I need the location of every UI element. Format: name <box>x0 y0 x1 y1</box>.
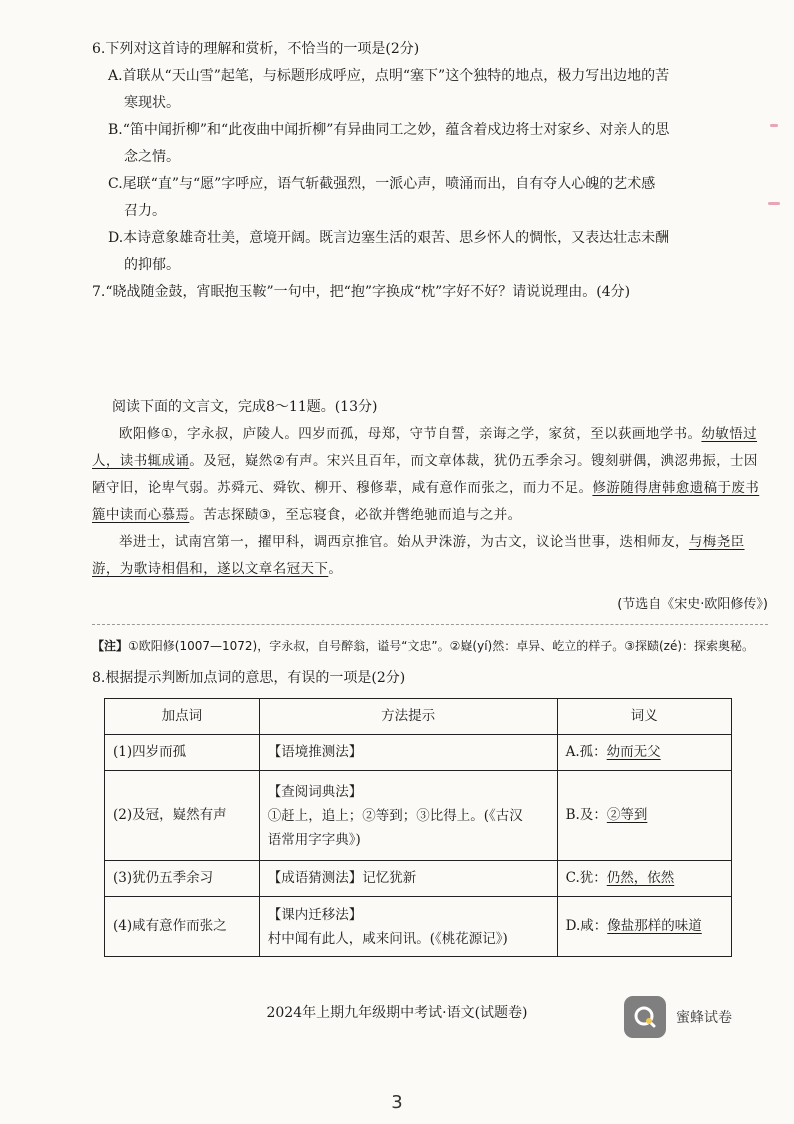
underlined-sentence: 幼敏悟过人，读书辄成诵 <box>92 426 758 469</box>
cell-meaning <box>557 861 731 897</box>
method-label: 【课内迁移法】 <box>267 906 363 923</box>
header-meaning: 词义 <box>557 699 731 735</box>
question-7-title: 7.“晓战随金鼓，宵眠抱玉鞍”一句中，把“抱”字换成“枕”字好不好？请说说理由。(4分) <box>92 284 631 300</box>
page-number: 3 <box>391 1092 403 1113</box>
method-label: 【查阅词典法】 <box>267 783 363 800</box>
cell-meaning <box>557 897 731 957</box>
passage-text: 举进士，试南宫第一，擢甲科，调西京推官。始从尹洙游，为古文，议论当世事，迭相师友， <box>119 534 689 550</box>
table-header-row <box>105 699 732 735</box>
meaning-text: 仍然，依然 <box>606 870 675 886</box>
passage-text: 欧阳修①，字永叔，庐陵人。四岁而孤，母郑，守节自誓，亲诲之学，家贫，至以荻画地学书。 <box>119 426 702 442</box>
cell-method <box>259 735 557 771</box>
annotation-note <box>92 635 768 657</box>
option-line: D.本诗意象雄奇壮美，意境开阔。既言边塞生活的艰苦、思乡怀人的惆怅，又表达壮志未酬 <box>108 230 670 246</box>
meaning-text: 像盐那样的味道 <box>607 918 702 934</box>
bee-logo-icon <box>624 996 666 1038</box>
table-row <box>105 897 732 957</box>
question-6-option-a <box>92 63 768 117</box>
table-row <box>105 771 732 861</box>
table-row <box>105 735 732 771</box>
cell-meaning <box>557 771 731 861</box>
exam-footer: 2024年上期九年级期中考试·语文(试题卷) <box>266 1005 528 1021</box>
ink-mark <box>768 202 780 205</box>
brand-name: 蜜蜂试卷 <box>676 1010 732 1026</box>
divider <box>92 624 768 625</box>
option-line: 召力。 <box>124 203 166 219</box>
header-word: 加点词 <box>105 699 260 735</box>
cell-word: (3)犹仍五季余习 <box>105 861 260 897</box>
passage-paragraph-1 <box>92 421 768 529</box>
question-8-table <box>104 698 732 957</box>
option-line: B.“笛中闻折柳”和“此夜曲中闻折柳”有异曲同工之妙，蕴含着戍边将士对家乡、对亲人的思 <box>108 122 670 138</box>
passage-paragraph-2 <box>92 529 768 583</box>
option-line: 的抑郁。 <box>124 257 180 273</box>
cell-method <box>259 861 557 897</box>
question-6-title: 6.下列对这首诗的理解和赏析，不恰当的一项是(2分) <box>92 41 420 57</box>
method-label: 【成语猜测法】记忆犹新 <box>267 870 417 886</box>
cell-method <box>259 897 557 957</box>
cell-word: (2)及冠，嶷然有声 <box>105 771 260 861</box>
option-letter: B.及： <box>565 807 607 823</box>
classical-passage <box>92 421 768 583</box>
brand-watermark <box>624 996 732 1038</box>
underlined-sentence: 与梅尧臣游，为歌诗相倡和，遂以文章名冠天下 <box>92 534 745 577</box>
cell-method <box>259 771 557 861</box>
method-detail: 村中闻有此人，咸来问讯。(《桃花源记》) <box>267 930 508 947</box>
passage-text: 。及冠，嶷然②有声。宋兴且百年，而文章体裁，犹仍五季余习。锼刻骈偶，淟涊弗振，士因陋守旧，论卑气弱。苏舜元、舜钦、柳开、穆修辈，咸有意作而张之，而力不足。 <box>92 453 758 496</box>
underlined-sentence: 修游随得唐韩愈遗稿于废书簏中读而心慕焉 <box>92 480 760 523</box>
passage-text: 。苦志探赜③，至忘寝食，必欲并辔绝驰而追与之并。 <box>189 507 522 523</box>
method-label: 【语境推测法】 <box>267 744 363 760</box>
question-6-option-d <box>92 225 768 279</box>
reading-intro: 阅读下面的文言文，完成8～11题。(13分) <box>112 399 378 415</box>
exam-content <box>92 36 768 957</box>
option-letter: A.孤： <box>565 744 607 760</box>
option-line: 念之情。 <box>124 149 180 165</box>
table-row <box>105 861 732 897</box>
cell-word: (4)咸有意作而张之 <box>105 897 260 957</box>
cell-word: (1)四岁而孤 <box>105 735 260 771</box>
answer-space <box>92 306 768 386</box>
option-line: 寒现状。 <box>124 95 180 111</box>
cell-meaning <box>557 735 731 771</box>
header-method: 方法提示 <box>259 699 557 735</box>
ink-mark <box>770 124 778 127</box>
option-line: A.首联从“天山雪”起笔，与标题形成呼应，点明“塞下”这个独特的地点，极力写出边地的苦 <box>108 68 670 84</box>
passage-source: (节选自《宋史·欧阳修传》) <box>617 597 768 612</box>
question-6-option-b <box>92 117 768 171</box>
passage-text: 。 <box>328 561 343 577</box>
note-label: 【注】 <box>92 639 129 653</box>
method-detail: ①赶上，追上；②等到；③比得上。(《古汉 <box>267 807 523 824</box>
question-8-title: 8.根据提示判断加点词的意思，有误的一项是(2分) <box>92 670 406 686</box>
meaning-text: ②等到 <box>606 807 648 823</box>
option-letter: D.咸： <box>565 918 608 934</box>
note-text: ①欧阳修(1007—1072)，字永叔，自号醉翁，谥号“文忠”。②嶷(yí)然：卓异、屹立的样子。③探赜(zé)：探索奥秘。 <box>128 639 755 653</box>
option-line: C.尾联“直”与“愿”字呼应，语气斩截强烈，一派心声，喷涌而出，自有夺人心魄的艺术感 <box>108 176 656 192</box>
method-detail: 语常用字字典》) <box>267 831 361 848</box>
question-6-option-c <box>92 171 768 225</box>
meaning-text: 幼而无父 <box>606 744 661 760</box>
option-letter: C.犹： <box>565 870 607 886</box>
